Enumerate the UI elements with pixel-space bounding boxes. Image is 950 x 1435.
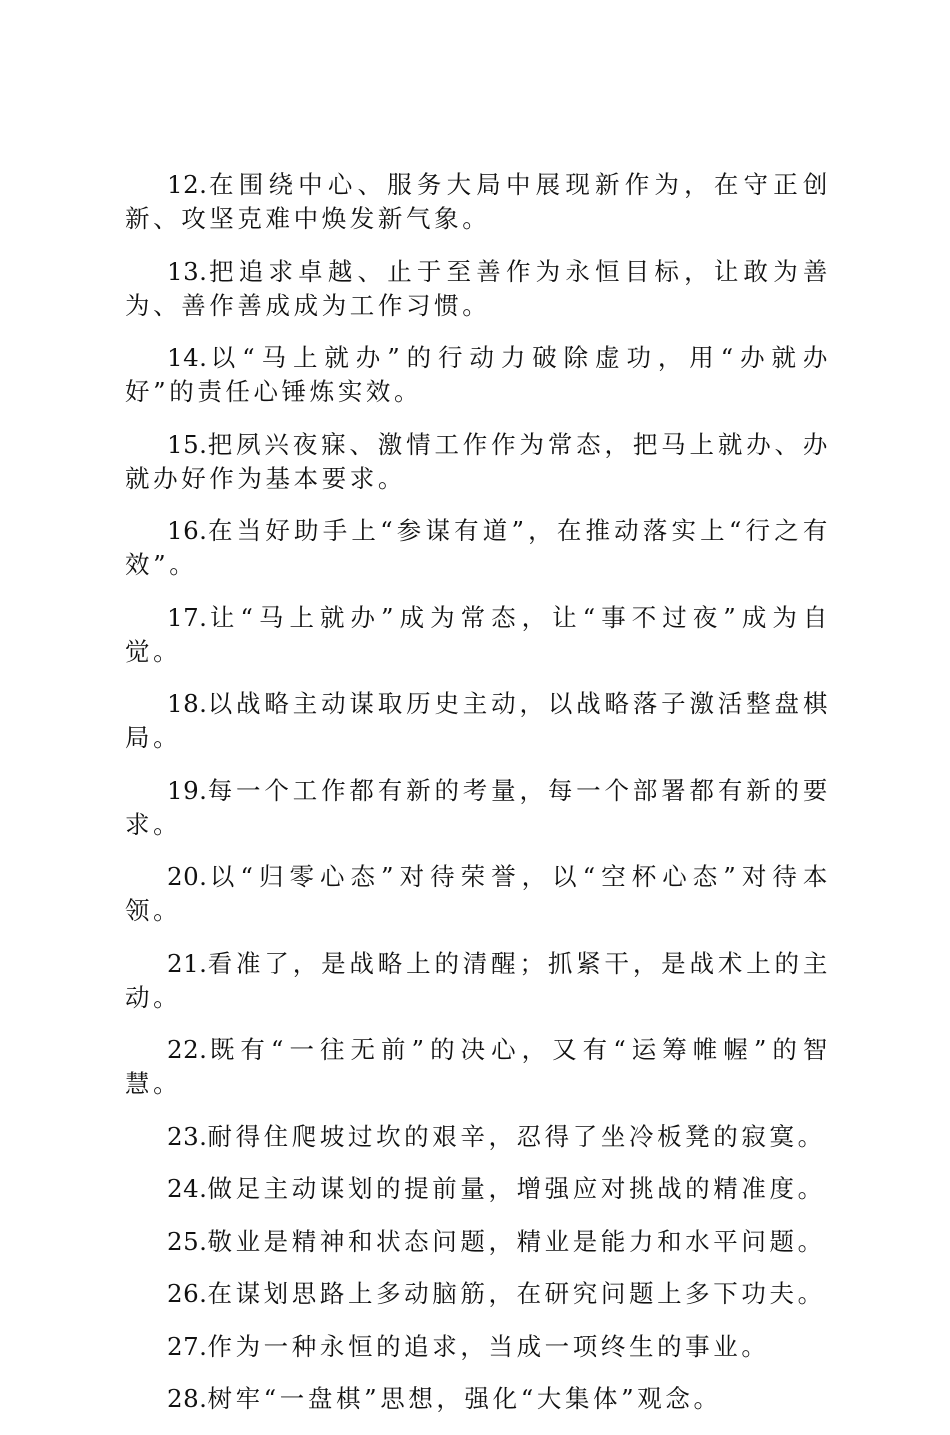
list-item [125, 341, 831, 409]
item-text: 以战略主动谋取历史主动，以战略落子激活整盘棋局。 [125, 689, 831, 752]
item-text: 看准了，是战略上的清醒；抓紧干，是战术上的主动。 [125, 948, 831, 1012]
item-text: 每一个工作都有新的考量，每一个部署都有新的要求。 [125, 775, 831, 839]
item-number: 21. [167, 948, 208, 978]
item-number: 24. [167, 1174, 208, 1203]
list-item [125, 947, 831, 1015]
list-item [125, 255, 831, 323]
item-number: 13. [167, 256, 208, 286]
item-text: 在围绕中心、服务大局中展现新作为，在守正创新、攻坚克难中焕发新气象。 [125, 170, 831, 233]
item-text: 树牢“一盘棋”思想，强化“大集体”观念。 [207, 1384, 722, 1413]
item-number: 15. [167, 429, 208, 459]
item-text: 作为一种永恒的追求，当成一项终生的事业。 [207, 1331, 770, 1361]
list-item [125, 860, 831, 928]
list-item [125, 1382, 831, 1416]
item-number: 26. [167, 1279, 208, 1308]
item-text: 把追求卓越、止于至善作为永恒目标，让敢为善为、善作善成成为工作习惯。 [125, 256, 831, 320]
item-text: 耐得住爬坡过坎的艰辛，忍得了坐冷板凳的寂寞。 [207, 1121, 826, 1151]
item-number: 16. [167, 516, 208, 545]
item-number: 12. [167, 170, 208, 199]
list-item [125, 601, 831, 669]
item-text: 在谋划思路上多动脑筋，在研究问题上多下功夫。 [207, 1279, 826, 1308]
list-item [125, 168, 831, 236]
list-item [125, 1172, 831, 1206]
item-number: 27. [167, 1331, 208, 1361]
list-item [125, 1225, 831, 1259]
item-number: 20. [167, 862, 208, 891]
document-page [125, 168, 831, 1435]
list-item [125, 687, 831, 755]
item-text: 既有“一往无前”的决心，又有“运筹帷幄”的智慧。 [125, 1035, 831, 1098]
item-number: 17. [167, 602, 208, 632]
item-number: 14. [167, 343, 208, 372]
item-number: 25. [167, 1226, 208, 1256]
list-item [125, 1277, 831, 1311]
item-number: 19. [167, 775, 208, 805]
list-item [125, 514, 831, 582]
list-item [125, 1033, 831, 1101]
item-text: 让“马上就办”成为常态，让“事不过夜”成为自觉。 [125, 602, 831, 666]
item-number: 23. [167, 1121, 208, 1151]
list-item [125, 428, 831, 496]
item-number: 22. [167, 1035, 208, 1064]
list-item [125, 774, 831, 842]
item-text: 敬业是精神和状态问题，精业是能力和水平问题。 [207, 1226, 826, 1256]
item-number: 18. [167, 689, 208, 718]
item-text: 在当好助手上“参谋有道”，在推动落实上“行之有效”。 [125, 516, 831, 579]
item-text: 以“马上就办”的行动力破除虚功，用“办就办好”的责任心锤炼实效。 [125, 343, 831, 406]
item-number: 28. [167, 1384, 208, 1413]
list-item [125, 1330, 831, 1364]
item-text: 做足主动谋划的提前量，增强应对挑战的精准度。 [207, 1174, 826, 1203]
item-text: 把夙兴夜寐、激情工作作为常态，把马上就办、办就办好作为基本要求。 [125, 429, 831, 493]
list-item [125, 1120, 831, 1154]
item-text: 以“归零心态”对待荣誉，以“空杯心态”对待本领。 [125, 862, 831, 925]
